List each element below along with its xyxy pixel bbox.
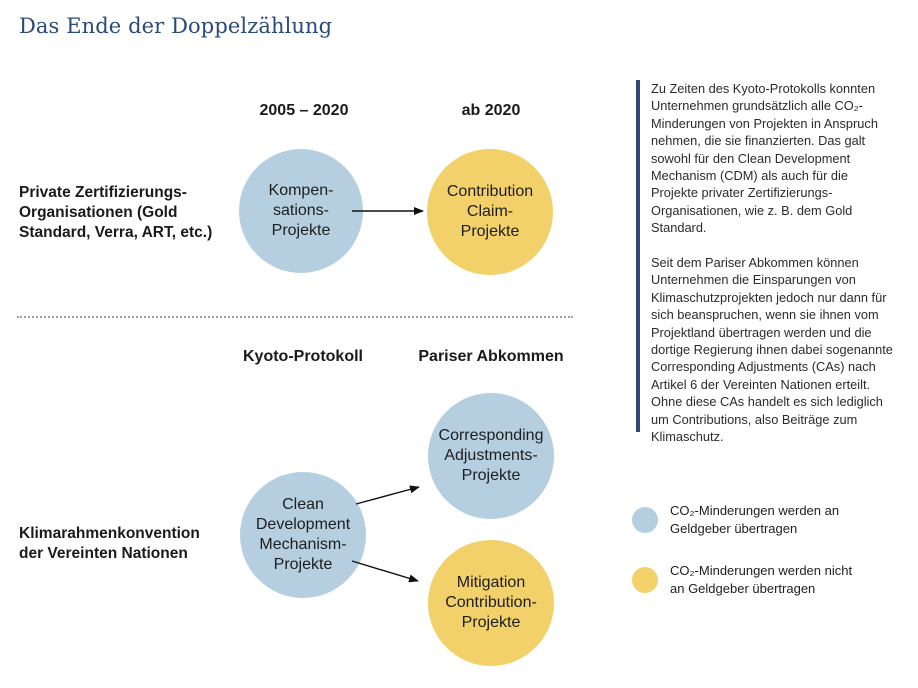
legend-blue-dot [632,507,658,533]
circle-mitigation-contribution-label: Mitigation Contribution- Projekte [445,574,537,631]
arrow-cdm-to-mitigation-contribution [352,561,418,581]
arrow-cdm-to-corresponding-adjustments [356,487,419,504]
column-header-ab-2020: ab 2020 [461,102,521,119]
circle-cdm-label: Clean Development Mechanism- Projekte [255,496,351,573]
column-header-2005-2020: 2005 – 2020 [259,102,349,119]
row-label-private-organisations: Private Zertifizierungs- Organisationen (Gold Standard, Verra, ART, etc.) [19,184,213,241]
circle-contribution-claim-label: Contribution Claim- Projekte [446,183,534,240]
legend-item-blue [632,502,870,538]
legend-yellow-text: CO₂-Minderungen werden nicht an Geldgeber übertragen [670,563,853,596]
legend-yellow-dot [632,567,658,593]
page-title: Das Ende der Doppelzählung [19,14,333,38]
legend-blue-text: CO₂-Minderungen werden an Geldgeber übertragen [670,503,840,536]
info-paragraph-kyoto: Zu Zeiten des Kyoto-Protokolls konnten Unternehmen grundsätzlich alle CO₂-Minderungen von Projekten in Anspruch nehmen, die sie finanzierten. Das galt sowohl für den Clean Development Mechanism (CDM) als auch für die Projekte privater Zertifizierungs-Organisationen, wie z. B. dem Gold Standard. [651,81,878,236]
legend-item-yellow [632,562,870,598]
circle-kompensationsprojekte-label: Kompen- sations- Projekte [268,182,334,239]
info-text-box [636,80,898,445]
circle-corresponding-adjustments-label: Corresponding Adjustments- Projekte [438,427,544,484]
column-header-pariser-abkommen: Pariser Abkommen [418,348,564,365]
column-header-kyoto-protokoll: Kyoto-Protokoll [243,348,363,365]
row-label-klimarahmenkonvention: Klimarahmenkonvention der Vereinten Nationen [19,525,200,562]
info-paragraph-paris: Seit dem Pariser Abkommen können Unternehmen die Einsparungen von Klimaschutzprojekten jedoch nur dann für sich beanspruchen, wenn sie ihnen vom Projektland übertragen werden und die dortige Regierung ihnen dabei sogenannte Corresponding Adjustments (CAs) nach Artikel 6 der Vereinten Nationen erteilt. Ohne diese CAs handelt es sich lediglich um Contributions, also Beiträge zum Klimaschutz. [651,255,893,445]
